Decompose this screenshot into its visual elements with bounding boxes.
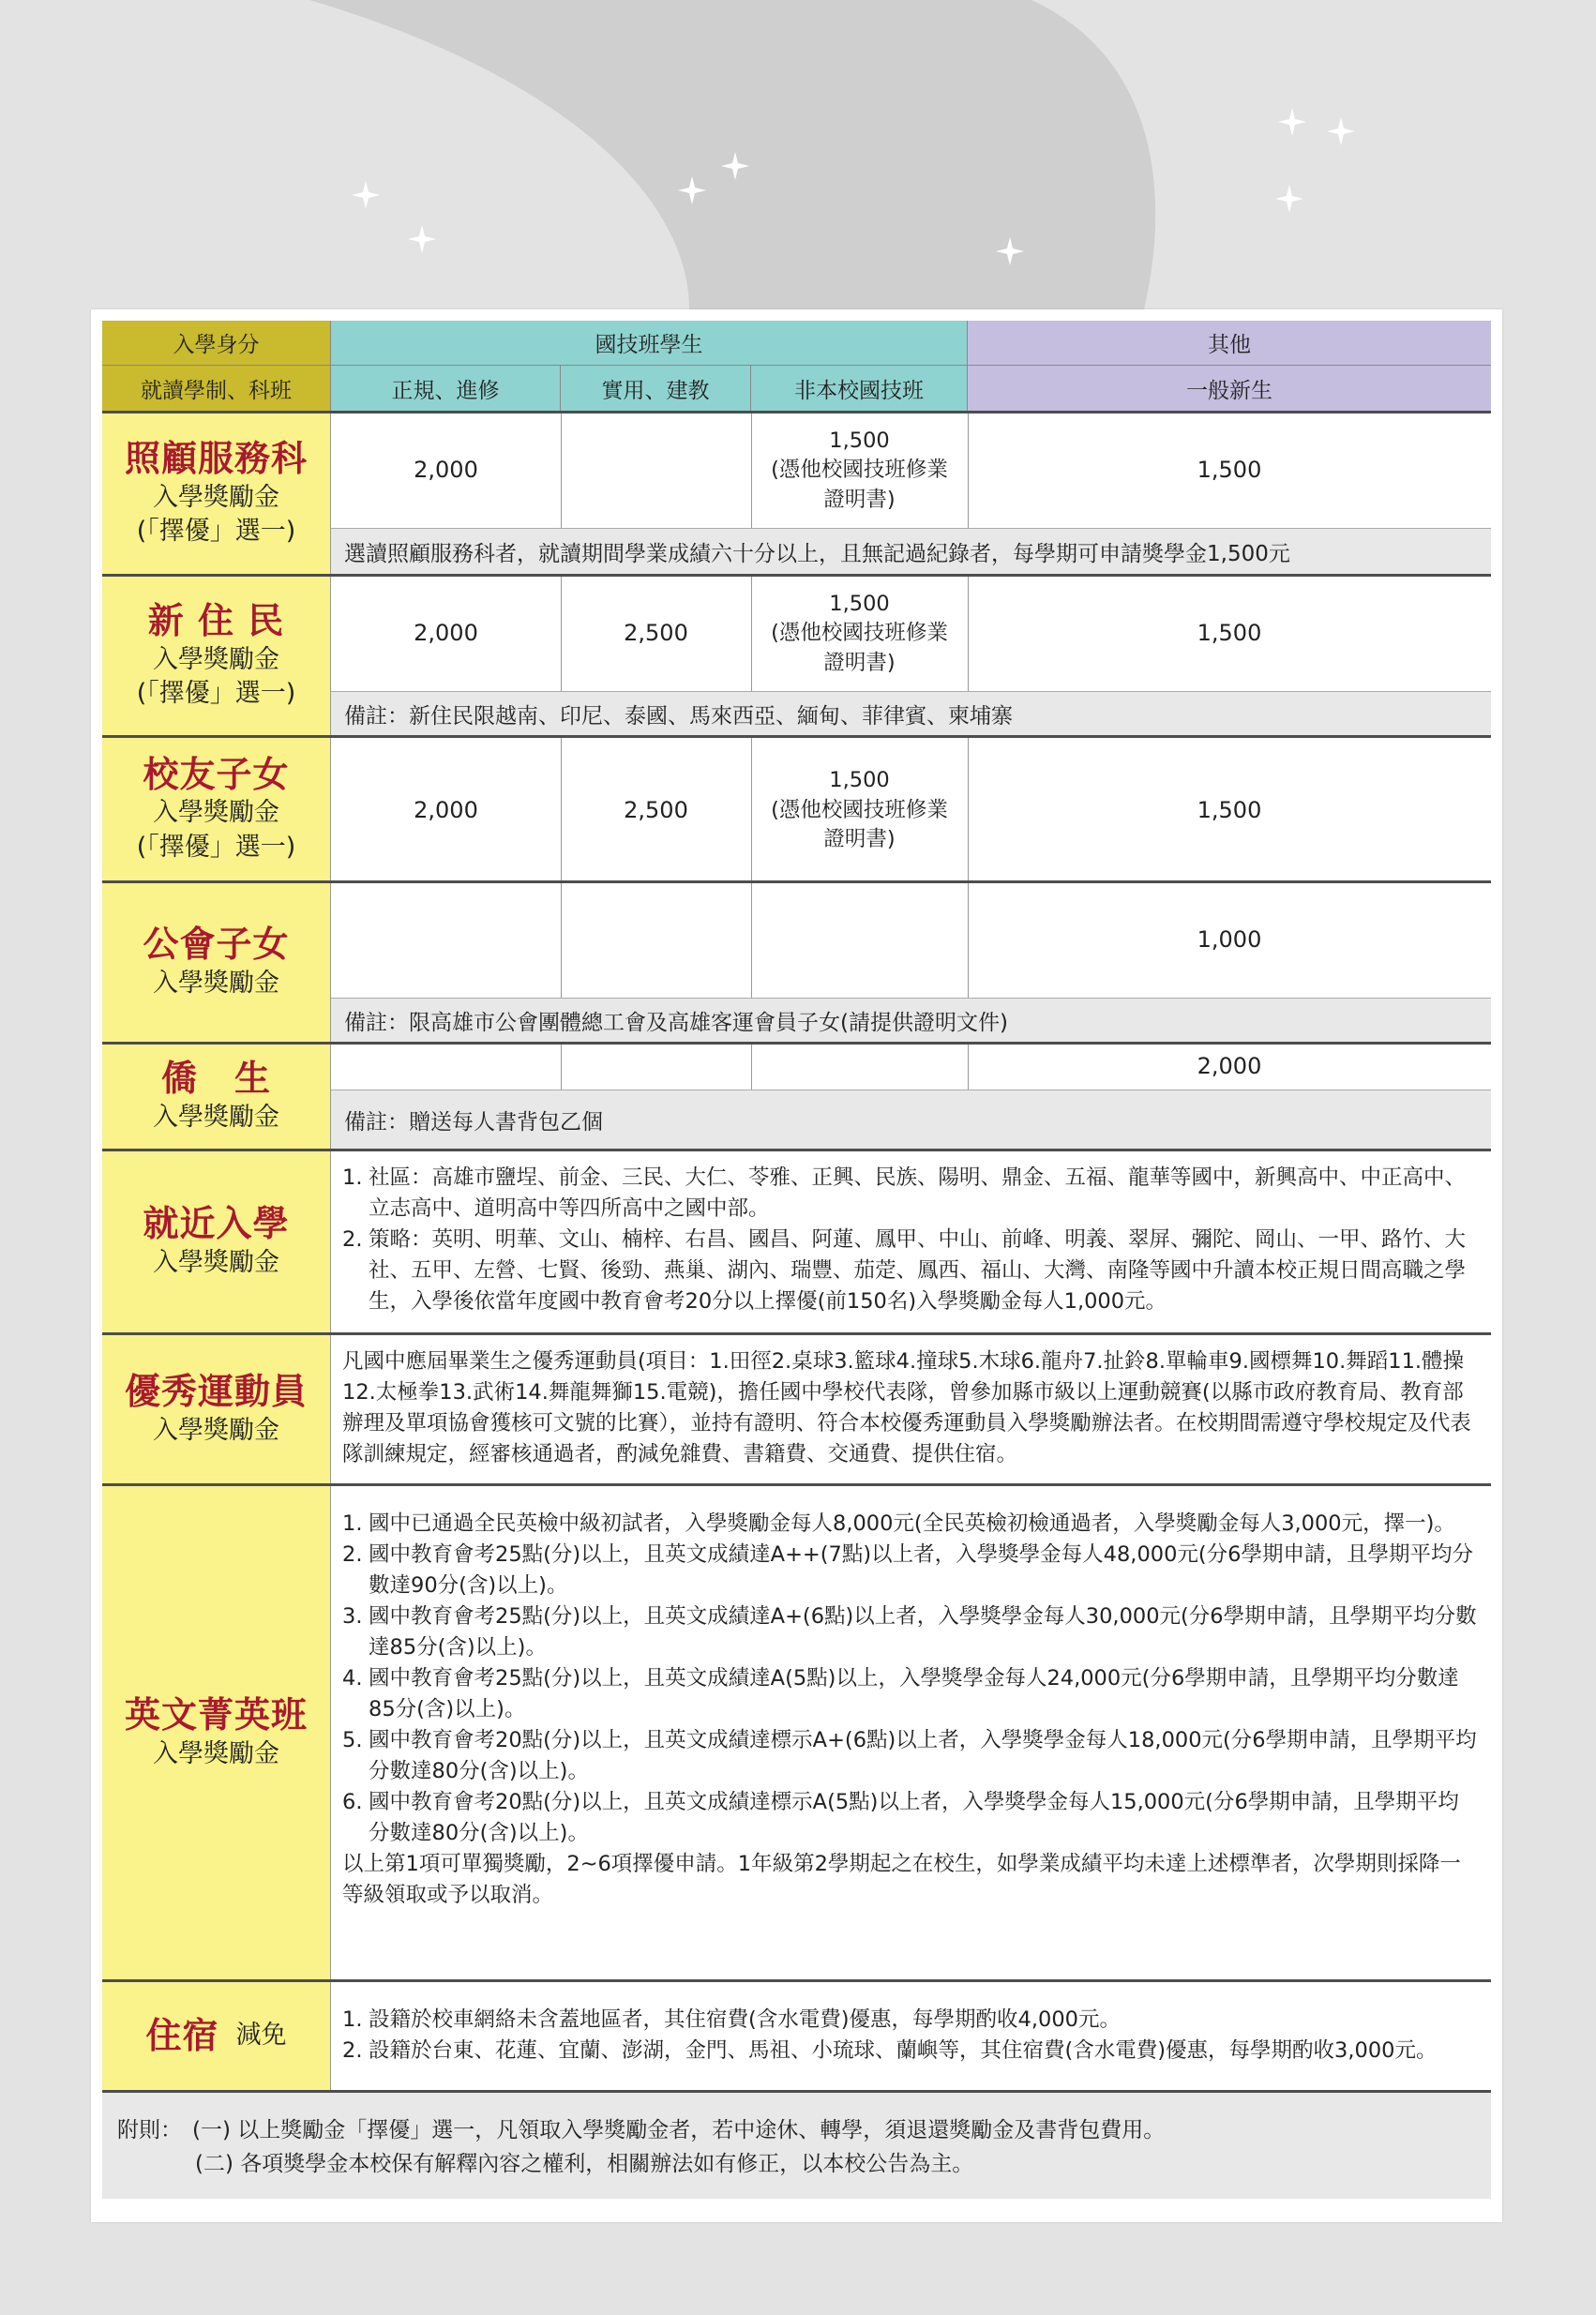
divider xyxy=(968,1045,969,1090)
sparkle-star-icon xyxy=(352,181,380,209)
sparkle-star-icon xyxy=(1275,185,1303,213)
row-union-children xyxy=(102,880,1491,1042)
row-note: 備註：贈送每人書背包乙個 xyxy=(331,1090,1491,1149)
cell-regular: 2,000 xyxy=(414,796,478,823)
cell-general: 1,500 xyxy=(1197,620,1262,647)
cell-general: 1,500 xyxy=(1197,457,1262,484)
cell-general: 1,000 xyxy=(1197,926,1262,954)
sparkle-star-icon xyxy=(1278,108,1306,136)
row-body: 凡國中應屆畢業生之優秀運動員(項目：1.田徑2.桌球3.籃球4.撞球5.木球6.龍舟7.扯鈴8.單輪車9.國標舞10.舞蹈11.體操12.太極拳13.武術14.舞龍舞獅15.電競)，擔任國中學校代表隊，曾參加縣市級以上運動競賽(以縣市政府教育局、教育部辦理及單項協會獲核可文號的比賽），並持有證明、符合本校優秀運動員入學獎勵辦法者。在校期間需遵守學校規定及代表隊訓練規定，經審核通過者，酌減免雜費、書籍費、交通費、提供住宿。 xyxy=(342,1349,1471,1466)
row-choice-note: (「擇優」選一) xyxy=(136,679,296,709)
row-title: 校友子女 xyxy=(143,753,290,795)
list-item: 1. 社區：高雄市鹽埕、前金、三民、大仁、苓雅、正興、民族、陽明、鼎金、五福、龍華等國中，新興高中、中正高中、立志高中、道明高中等四所高中之國中部。 xyxy=(342,1165,1467,1221)
row-care-service xyxy=(102,411,1491,574)
scholarship-panel xyxy=(91,309,1502,2222)
header-group-b: 其他 xyxy=(968,321,1491,366)
row-note: 選讀照顧服務科者，就讀期間學業成績六十分以上，且無記過紀錄者，每學期可申請獎學金1,500元 xyxy=(331,528,1491,574)
footer-prefix: 附則： xyxy=(117,2118,182,2142)
row-title: 新 住 民 xyxy=(147,600,285,642)
row-subtitle: 入學獎勵金 xyxy=(153,798,279,828)
footer-line: 附則： (一) 以上獎勵金「擇優」選一，凡領取入學獎勵金者，若中途休、轉學，須退還獎勵金及書背包費用。 xyxy=(117,2113,1491,2147)
cell-other-school: 1,500 (憑他校國技班修業 證明書) xyxy=(771,428,948,512)
row-title: 住宿 xyxy=(145,2014,219,2056)
row-subtitle: 入學獎勵金 xyxy=(153,1415,279,1445)
list-item: 1. 國中已通過全民英檢中級初試者，入學獎勵金每人8,000元(全民英檢初檢通過者，入學獎勵金每人3,000元，擇一)。 xyxy=(342,1511,1455,1536)
divider xyxy=(561,883,562,998)
footer-line: (二) 各項獎學金本校保有解釋內容之權利，相關辦法如有修正，以本校公告為主。 xyxy=(195,2152,974,2176)
row-subtitle: 減免 xyxy=(235,2021,287,2051)
header-col3: 非本校國技班 xyxy=(751,366,968,411)
row-choice-note: (「擇優」選一) xyxy=(136,832,296,862)
cell-regular: 2,000 xyxy=(414,620,478,647)
list-item: 2. 國中教育會考25點(分)以上，且英文成績達A++(7點)以上者，入學獎學金每人48,000元(分6學期申請，且學期平均分數達90分(含)以上)。 xyxy=(342,1542,1473,1598)
header-group-a: 國技班學生 xyxy=(331,321,968,366)
row-english-elite xyxy=(102,1483,1491,1979)
divider xyxy=(968,883,969,998)
row-label xyxy=(102,1151,331,1332)
row-body xyxy=(331,1486,1491,1979)
row-tail-note: 以上第1項可單獨獎勵，2~6項擇優申請。1年級第2學期起之在校生，如學業成績平均未達上述標準者，次學期則採降一等級領取或予以取消。 xyxy=(342,1852,1461,1907)
header-identity: 入學身分 xyxy=(102,321,331,366)
row-title: 公會子女 xyxy=(143,924,290,966)
header-col2: 實用、建教 xyxy=(561,366,751,411)
row-title: 優秀運動員 xyxy=(124,1370,308,1412)
background-arc xyxy=(309,0,1155,309)
row-label xyxy=(102,1982,331,2090)
row-body xyxy=(331,1982,1491,2090)
row-label xyxy=(102,1486,331,1979)
row-nearby-enrollment xyxy=(102,1149,1491,1332)
row-label xyxy=(102,1335,331,1483)
divider xyxy=(561,413,562,528)
list-item: 3. 國中教育會考25點(分)以上，且英文成績達A+(6點)以上者，入學獎學金每人30,000元(分6學期申請，且學期平均分數達85分(含)以上)。 xyxy=(342,1604,1477,1660)
cell-practical: 2,500 xyxy=(624,620,688,647)
row-note: 備註：新住民限越南、印尼、泰國、馬來西亞、緬甸、菲律賓、柬埔寨 xyxy=(331,691,1491,735)
divider xyxy=(751,413,752,528)
list-item: 6. 國中教育會考20點(分)以上，且英文成績達標示A(5點)以上者，入學獎學金每人15,000元(分6學期申請，且學期平均分數達80分(含)以上)。 xyxy=(342,1790,1459,1845)
row-subtitle: 入學獎勵金 xyxy=(153,1103,279,1133)
divider xyxy=(751,883,752,998)
list-item: 5. 國中教育會考20點(分)以上，且英文成績達標示A+(6點)以上者，入學獎學金每人18,000元(分6學期申請，且學期平均分數達80分(含)以上)。 xyxy=(342,1728,1477,1783)
row-dorm-discount xyxy=(102,1979,1491,2090)
sparkle-star-icon xyxy=(1327,117,1355,145)
cell-regular: 2,000 xyxy=(414,457,478,484)
list-item: 2. 策略：英明、明華、文山、楠梓、右昌、國昌、阿蓮、鳳甲、中山、前峰、明義、翠屏、彌陀、岡山、一甲、路竹、大社、五甲、左營、七賢、後勁、燕巢、湖內、瑞豐、茄萣、鳳西、福山、大灣、南隆等國中升讀本校正規日間高職之學生，入學後依當年度國中教育會考20分以上擇優(前150名)入學獎勵金每人1,000元。 xyxy=(342,1227,1467,1314)
header-school: 就讀學制、科班 xyxy=(102,366,331,411)
row-body xyxy=(331,1151,1491,1332)
divider xyxy=(968,738,969,883)
divider xyxy=(751,738,752,883)
row-title: 照顧服務科 xyxy=(124,438,308,480)
divider xyxy=(968,413,969,528)
row-alumni-children xyxy=(102,735,1491,880)
divider xyxy=(561,577,562,691)
header-col1: 正規、進修 xyxy=(331,366,561,411)
row-subtitle: 入學獎勵金 xyxy=(153,1248,279,1278)
row-label xyxy=(102,883,331,1042)
row-new-resident xyxy=(102,574,1491,735)
header-col4: 一般新生 xyxy=(968,366,1491,411)
row-subtitle: 入學獎勵金 xyxy=(153,482,279,512)
divider xyxy=(561,1045,562,1090)
list-item: 4. 國中教育會考25點(分)以上，且英文成績達A(5點)以上，入學獎學金每人24,000元(分6學期申請，且學期平均分數達85分(含)以上)。 xyxy=(342,1666,1459,1721)
divider xyxy=(561,738,562,883)
row-label xyxy=(102,413,331,574)
row-overseas-student xyxy=(102,1042,1491,1149)
scholarship-table xyxy=(102,321,1491,2199)
divider xyxy=(751,1045,752,1090)
cell-other-school: 1,500 (憑他校國技班修業 證明書) xyxy=(771,591,948,675)
row-subtitle: 入學獎勵金 xyxy=(153,969,279,999)
cell-general: 1,500 xyxy=(1197,796,1262,823)
row-label xyxy=(102,738,331,880)
cell-practical: 2,500 xyxy=(624,796,688,823)
list-item: 2. 設籍於台東、花蓮、宜蘭、澎湖，金門、馬祖、小琉球、蘭嶼等，其住宿費(含水電費)優惠，每學期酌收3,000元。 xyxy=(342,2038,1438,2063)
divider xyxy=(968,577,969,691)
row-note: 備註：限高雄市公會團體總工會及高雄客運會員子女(請提供證明文件) xyxy=(331,998,1491,1042)
row-outstanding-athlete xyxy=(102,1332,1491,1483)
divider xyxy=(751,577,752,691)
row-subtitle: 入學獎勵金 xyxy=(153,1738,279,1768)
row-subtitle: 入學獎勵金 xyxy=(153,644,279,674)
row-label xyxy=(102,577,331,735)
cell-general: 2,000 xyxy=(1197,1053,1262,1080)
row-title: 英文菁英班 xyxy=(124,1693,308,1736)
cell-practical xyxy=(561,413,751,528)
row-label xyxy=(102,1045,331,1149)
cell-other-school: 1,500 (憑他校國技班修業 證明書) xyxy=(771,768,948,852)
sparkle-star-icon xyxy=(408,225,436,253)
row-title: 就近入學 xyxy=(143,1203,290,1245)
row-choice-note: (「擇優」選一) xyxy=(136,517,296,547)
row-title: 僑 生 xyxy=(160,1058,271,1100)
list-item: 1. 設籍於校車網絡未含蓋地區者，其住宿費(含水電費)優惠，每學期酌收4,000元。 xyxy=(342,2007,1121,2032)
footer-notes xyxy=(102,2090,1491,2199)
